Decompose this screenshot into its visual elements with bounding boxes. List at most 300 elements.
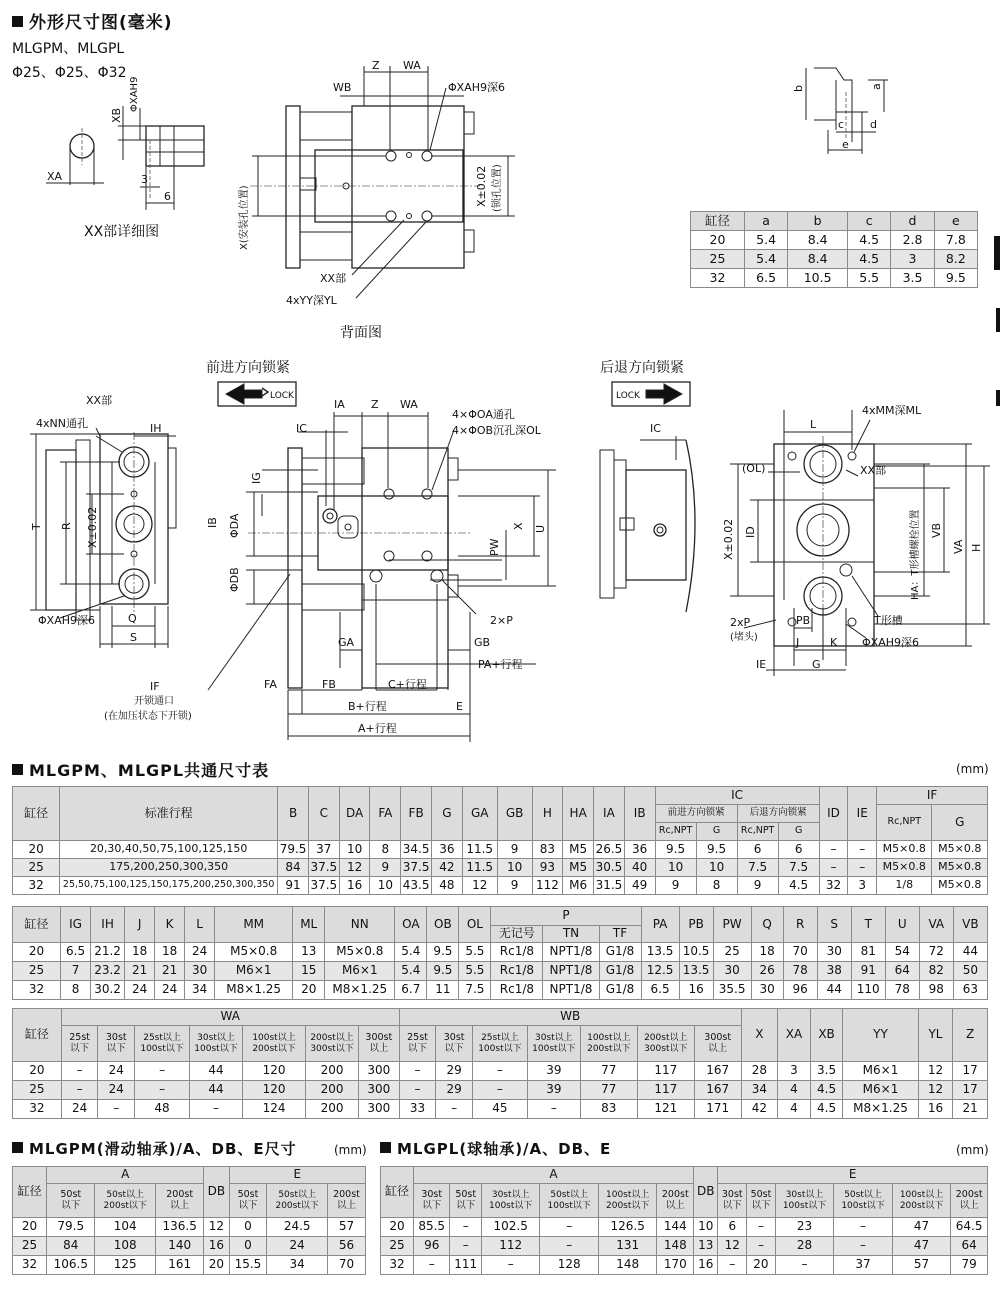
table-cell: 31.5 (594, 877, 625, 895)
table-cell: 64 (951, 1237, 988, 1256)
table-cell: – (61, 1081, 98, 1100)
header-line: 以上 (170, 1199, 190, 1211)
table-cell: 39 (527, 1062, 580, 1081)
cell: 4.5 (848, 231, 891, 250)
table-cell: 128 (540, 1256, 599, 1275)
cell: 6.5 (744, 269, 787, 288)
table-cell: YL (918, 1009, 953, 1062)
back-ic-label: IC (650, 422, 661, 435)
table-row (13, 1062, 988, 1081)
table-cell: 17 (953, 1081, 988, 1100)
front-pa-label: PA+行程 (478, 658, 523, 671)
header-line: 50st以上 (550, 1190, 589, 1201)
table-cell: NPT1/8 (543, 962, 599, 981)
table-cell: 37 (308, 841, 339, 859)
table-row (13, 841, 988, 859)
header-line: 25st以上 (481, 1033, 519, 1044)
front-phixa-label: ΦXAH9深6 (38, 614, 95, 627)
table-cell: OA (395, 907, 427, 943)
header-cell (481, 1184, 540, 1218)
table-row (691, 231, 978, 250)
table-row (13, 907, 988, 926)
table-cell: – (540, 1237, 599, 1256)
table-row (13, 1009, 988, 1026)
table-cell: 57 (892, 1256, 951, 1275)
table-cell: E (229, 1167, 365, 1184)
table-cell: 6 (718, 1218, 747, 1237)
table-cell: 5.5 (459, 962, 491, 981)
table-cell: 50 (953, 962, 987, 981)
header-line: 100st以下 (489, 1200, 533, 1211)
table-row (13, 981, 988, 1000)
header-cell (450, 1184, 481, 1218)
table-cell: 3.5 (810, 1062, 843, 1081)
table-row (13, 1167, 366, 1184)
front-u-label: U (534, 524, 547, 533)
header-line: 100st以下 (194, 1043, 238, 1054)
table-cell: – (775, 1256, 834, 1275)
table-cell: 13.5 (641, 943, 679, 962)
back-x-label: X±0.02 (722, 518, 735, 560)
table-cell: 前进方向锁紧 (655, 805, 737, 823)
table-cell: 20,30,40,50,75,100,125,150 (60, 841, 278, 859)
table-cell: 6.7 (395, 981, 427, 1000)
table-cell: 10.5 (679, 943, 713, 962)
table-cell: 49 (624, 877, 655, 895)
table-cell: 25 (713, 943, 751, 962)
table-cell: 9 (737, 877, 778, 895)
table-cell: S (817, 907, 851, 943)
header-line: 25st (407, 1031, 428, 1043)
table-cell: 32 (13, 877, 60, 895)
table-cell: Q (751, 907, 783, 943)
common-table-3 (12, 1008, 988, 1119)
table-cell: 7.5 (737, 859, 778, 877)
table-cell: 5.4 (395, 962, 427, 981)
gt-h-a: a (744, 212, 787, 231)
table-cell: M8×1.25 (843, 1100, 918, 1119)
table-cell: Rc,NPT (877, 805, 932, 841)
front-gb-label: GB (474, 636, 491, 649)
table-cell: 15 (293, 962, 325, 981)
table-cell: 120 (242, 1062, 305, 1081)
table-cell: 93 (532, 859, 563, 877)
mlgpl-table (380, 1166, 988, 1275)
table-cell: 56 (327, 1237, 365, 1256)
front-oa-label: 4×ΦOA通孔 (452, 408, 515, 421)
header-cell (580, 1026, 637, 1062)
back-ie-label: IE (756, 658, 767, 671)
table-cell: NN (325, 907, 395, 943)
header-cell (156, 1184, 204, 1218)
groove-c-label: c (838, 118, 845, 131)
bullet-square-icon (12, 764, 23, 775)
front-main-view-drawing (208, 412, 556, 742)
header-cell (951, 1184, 988, 1218)
table-cell: 79.5 (47, 1218, 95, 1237)
table-cell: 30 (185, 962, 215, 981)
back-lock-title: 后退方向锁紧 (600, 360, 684, 376)
front-ib-label: IB (206, 517, 219, 528)
table-cell: 117 (637, 1081, 694, 1100)
table-cell: 33 (399, 1100, 436, 1119)
header-line: 以下 (444, 1042, 464, 1054)
table-cell: Rc,NPT (655, 823, 696, 841)
cell: 8.4 (788, 231, 848, 250)
header-line: 200st以下 (587, 1043, 631, 1054)
table-cell: ML (293, 907, 325, 943)
cell: 20 (691, 231, 745, 250)
table-cell: 91 (278, 877, 309, 895)
table-cell: 63 (953, 981, 987, 1000)
table-row (13, 1218, 366, 1237)
table-cell: E (718, 1167, 988, 1184)
table-cell: 24 (267, 1237, 328, 1256)
table-cell: 110 (851, 981, 885, 1000)
table-cell: 124 (242, 1100, 305, 1119)
table-cell: 108 (95, 1237, 156, 1256)
table-cell: 后退方向锁紧 (737, 805, 819, 823)
table-cell: 26.5 (594, 841, 625, 859)
back-va-label: VA (952, 539, 965, 554)
header-line: 50st (237, 1188, 259, 1200)
table-cell: R (783, 907, 817, 943)
header-cell (399, 1026, 436, 1062)
table-cell: 11.5 (462, 859, 497, 877)
header-line: 200st以上 (310, 1033, 354, 1044)
table-cell: 缸径 (13, 787, 60, 841)
header-cell (47, 1184, 95, 1218)
table-cell: G1/8 (599, 962, 641, 981)
table-cell: M5×0.8 (877, 841, 932, 859)
cell: 8.2 (934, 250, 977, 269)
table-cell: 167 (694, 1081, 741, 1100)
table-cell: 39 (527, 1081, 580, 1100)
rear-xlock-label: X±0.02 (475, 165, 488, 207)
xx-xb-label: XB (110, 107, 123, 123)
table-cell: 24 (98, 1062, 135, 1081)
table-row (13, 787, 988, 805)
header-line: 100st以上 (899, 1190, 944, 1201)
table-cell: FB (401, 787, 432, 841)
back-p-label: 2xP (730, 616, 751, 629)
table-cell: 30 (817, 943, 851, 962)
table-cell: 78 (885, 981, 919, 1000)
header-cell (242, 1026, 305, 1062)
table-cell: 17 (953, 1062, 988, 1081)
table-cell: 11 (427, 981, 459, 1000)
header-line: 100st以下 (841, 1200, 885, 1211)
table-cell: 83 (580, 1100, 637, 1119)
header-cell (190, 1026, 243, 1062)
table-cell: J (125, 907, 155, 943)
table-cell: 32 (13, 1100, 62, 1119)
front-x2-label: X (512, 522, 525, 530)
front-ob-label: 4×ΦOB沉孔深OL (452, 424, 541, 437)
table-cell: 44 (190, 1081, 243, 1100)
table-cell: 18 (155, 943, 185, 962)
table-cell: 44 (190, 1062, 243, 1081)
table-cell: WB (399, 1009, 741, 1026)
table-cell: 12 (918, 1062, 953, 1081)
front-s-label: S (130, 631, 137, 644)
cell: 5.4 (744, 250, 787, 269)
header-cell (327, 1184, 365, 1218)
table-row (691, 269, 978, 288)
header-line: 300st (365, 1031, 393, 1043)
table-cell: – (718, 1256, 747, 1275)
back-pb-label: PB (796, 614, 811, 627)
front-lock-text: LOCK (270, 391, 294, 401)
table-cell: 102.5 (481, 1218, 540, 1237)
header-line: 200st以下 (252, 1043, 296, 1054)
back-side-view-drawing (600, 436, 695, 612)
table-row (13, 1256, 366, 1275)
gt-h-e: e (934, 212, 977, 231)
table-cell: 0 (229, 1218, 267, 1237)
table-cell: 12 (918, 1081, 953, 1100)
rear-xx-label: XX部 (320, 272, 347, 285)
table-cell: – (399, 1081, 436, 1100)
table-cell: 16 (918, 1100, 953, 1119)
cell: 3 (891, 250, 934, 269)
table-cell: 16 (204, 1237, 229, 1256)
table-cell: 28 (775, 1237, 834, 1256)
table-cell: 37.5 (308, 859, 339, 877)
table-cell: 84 (47, 1237, 95, 1256)
front-x-label: X±0.02 (86, 506, 99, 548)
table-cell: M8×1.25 (325, 981, 395, 1000)
front-ih-label: IH (150, 422, 162, 435)
table-cell: M5×0.8 (877, 859, 932, 877)
table-cell: NPT1/8 (543, 981, 599, 1000)
table-cell: 140 (156, 1237, 204, 1256)
rear-phixa-label: ΦXAH9深6 (448, 81, 505, 94)
table-cell: H (532, 787, 563, 841)
back-tslot-label: T形槽 (874, 614, 903, 627)
xx-detail-caption: XX部详细图 (84, 224, 160, 240)
table-cell: P (491, 907, 641, 926)
table-cell: M5 (563, 841, 594, 859)
header-line: 200st (333, 1188, 360, 1200)
table-cell: – (450, 1218, 481, 1237)
table-cell: 30 (713, 962, 751, 981)
table-cell: M5 (563, 859, 594, 877)
table-row (13, 877, 988, 895)
table-cell: 125 (95, 1256, 156, 1275)
table-cell: 36 (624, 841, 655, 859)
table-cell: NPT1/8 (543, 943, 599, 962)
table-cell: 25,50,75,100,125,150,175,200,250,300,350 (60, 877, 278, 895)
table-cell: M8×1.25 (215, 981, 293, 1000)
back-h-label: H (970, 543, 983, 552)
table-cell: 70 (783, 943, 817, 962)
table-cell: X (741, 1009, 778, 1062)
bullet-square-icon (380, 1142, 391, 1153)
table-cell: – (834, 1237, 893, 1256)
front-r-label: R (60, 522, 73, 530)
table-cell: 32 (13, 1256, 47, 1275)
table-cell: 21 (155, 962, 185, 981)
table-cell: 23.2 (91, 962, 125, 981)
header-cell (527, 1026, 580, 1062)
cell: 32 (691, 269, 745, 288)
front-q-label: Q (128, 612, 137, 625)
table-cell: M5×0.8 (932, 859, 988, 877)
table-cell: 161 (156, 1256, 204, 1275)
table-cell: 78 (783, 962, 817, 981)
gt-h-bore: 缸径 (691, 212, 745, 231)
table-cell: 85.5 (413, 1218, 450, 1237)
table-cell: 7 (61, 962, 91, 981)
table-cell: 48 (135, 1100, 190, 1119)
table-cell: PB (679, 907, 713, 943)
table-cell: 10 (497, 859, 532, 877)
table-cell: 12 (718, 1237, 747, 1256)
back-k-label: K (830, 636, 838, 649)
table-cell: PA (641, 907, 679, 943)
table-cell: – (819, 859, 848, 877)
xx-phixa-label: ΦXAH9 (129, 76, 140, 112)
mlgpl-title-text: MLGPL(球轴承)/A、DB、E (397, 1140, 612, 1158)
table-cell: 29 (436, 1081, 473, 1100)
header-line: 300st (704, 1031, 732, 1043)
table-cell: 20 (381, 1218, 414, 1237)
table-cell: – (834, 1218, 893, 1237)
header-line: 200st (166, 1188, 194, 1200)
table-cell: 9 (497, 841, 532, 859)
rear-z-label: Z (372, 59, 380, 72)
header-cell (834, 1184, 893, 1218)
table-row (381, 1167, 988, 1184)
common-title-text: MLGPM、MLGPL共通尺寸表 (29, 761, 270, 780)
table-cell: 79 (951, 1256, 988, 1275)
table-cell: 98 (919, 981, 953, 1000)
header-line: 100st以上 (587, 1033, 631, 1044)
page-edge-tab (994, 236, 1000, 270)
header-cell (358, 1026, 399, 1062)
header-line: 50st (60, 1188, 82, 1200)
rear-xlock-note: (锁孔位置) (492, 164, 503, 212)
table-cell: OL (459, 907, 491, 943)
groove-e-label: e (842, 138, 849, 151)
header-cell (61, 1026, 98, 1062)
table-cell: 47 (892, 1218, 951, 1237)
cell: 9.5 (934, 269, 977, 288)
rear-wb-label: WB (333, 81, 352, 94)
page-edge-tab-3 (996, 390, 1000, 406)
table-cell: 121 (637, 1100, 694, 1119)
front-release-label: 开锁通口 (134, 696, 174, 707)
table-cell: T (851, 907, 885, 943)
table-cell: 6.5 (61, 943, 91, 962)
table-cell: 24 (61, 1100, 98, 1119)
xx-xa-label: XA (47, 170, 63, 183)
back-id-label: ID (744, 526, 757, 538)
xx-dim6-label: 6 (164, 190, 171, 203)
cell: 8.4 (788, 250, 848, 269)
table-cell: 30.2 (91, 981, 125, 1000)
table-cell: 缸径 (381, 1167, 414, 1218)
header-line: 50st以上 (844, 1190, 882, 1201)
table-cell: 13 (293, 943, 325, 962)
table-cell: 18 (125, 943, 155, 962)
table-cell: 9.5 (655, 841, 696, 859)
table-cell: YY (843, 1009, 918, 1062)
table-cell: 167 (694, 1062, 741, 1081)
header-line: 30st以上 (535, 1033, 573, 1044)
table-cell: 81 (851, 943, 885, 962)
table-row (13, 1081, 988, 1100)
gt-h-b: b (788, 212, 848, 231)
table-cell: 标准行程 (60, 787, 278, 841)
header-line: 100st以下 (140, 1043, 184, 1054)
mlgpm-title-text: MLGPM(滑动轴承)/A、DB、E尺寸 (29, 1140, 297, 1158)
table-cell: – (190, 1100, 243, 1119)
table-cell: 6.5 (641, 981, 679, 1000)
header-cell (718, 1184, 747, 1218)
header-line: 以上 (708, 1042, 728, 1054)
table-cell: C (308, 787, 339, 841)
table-cell: – (848, 859, 877, 877)
table-cell: 12 (339, 859, 370, 877)
table-cell: 32 (819, 877, 848, 895)
front-ig-label: IG (250, 472, 263, 484)
table-cell: M6×1 (325, 962, 395, 981)
header-line: 以上 (369, 1042, 389, 1054)
table-cell: 42 (741, 1100, 778, 1119)
back-ol-label: (OL) (742, 462, 766, 475)
table-cell: – (540, 1218, 599, 1237)
table-cell: 91 (851, 962, 885, 981)
table-cell: 42 (432, 859, 463, 877)
header-line: 300st以下 (644, 1043, 688, 1054)
front-p2-label: 2×P (490, 614, 513, 627)
table-cell: 83 (532, 841, 563, 859)
table-cell: HA (563, 787, 594, 841)
table-cell: 64 (885, 962, 919, 981)
table-cell: IC (655, 787, 819, 805)
table-cell: GB (497, 787, 532, 841)
table-cell: 36 (432, 841, 463, 859)
header-line: 以上 (959, 1199, 979, 1211)
table-cell: 148 (598, 1256, 657, 1275)
header-cell (598, 1184, 657, 1218)
table-cell: 32 (13, 981, 61, 1000)
header-cell (436, 1026, 473, 1062)
header-line: 30st (105, 1031, 127, 1043)
table-cell: 4.5 (778, 877, 819, 895)
model-line: MLGPM、MLGPL (12, 41, 125, 57)
table-cell: – (135, 1081, 190, 1100)
header-line: 100st以下 (532, 1043, 576, 1054)
header-line: 100st以下 (782, 1200, 827, 1211)
table-cell: 20 (747, 1256, 776, 1275)
table-cell: 24 (98, 1081, 135, 1100)
header-cell (657, 1184, 694, 1218)
table-cell: 35.5 (713, 981, 751, 1000)
table-cell: IA (594, 787, 625, 841)
table-cell: 18 (751, 943, 783, 962)
table-cell: 25 (13, 1237, 47, 1256)
header-line: 以下 (70, 1042, 90, 1054)
table-row (13, 859, 988, 877)
header-line: 50st以上 (106, 1190, 145, 1201)
table-cell: 44 (953, 943, 987, 962)
table-cell: 171 (694, 1100, 741, 1119)
header-cell (472, 1026, 527, 1062)
front-z-label: Z (371, 398, 379, 411)
